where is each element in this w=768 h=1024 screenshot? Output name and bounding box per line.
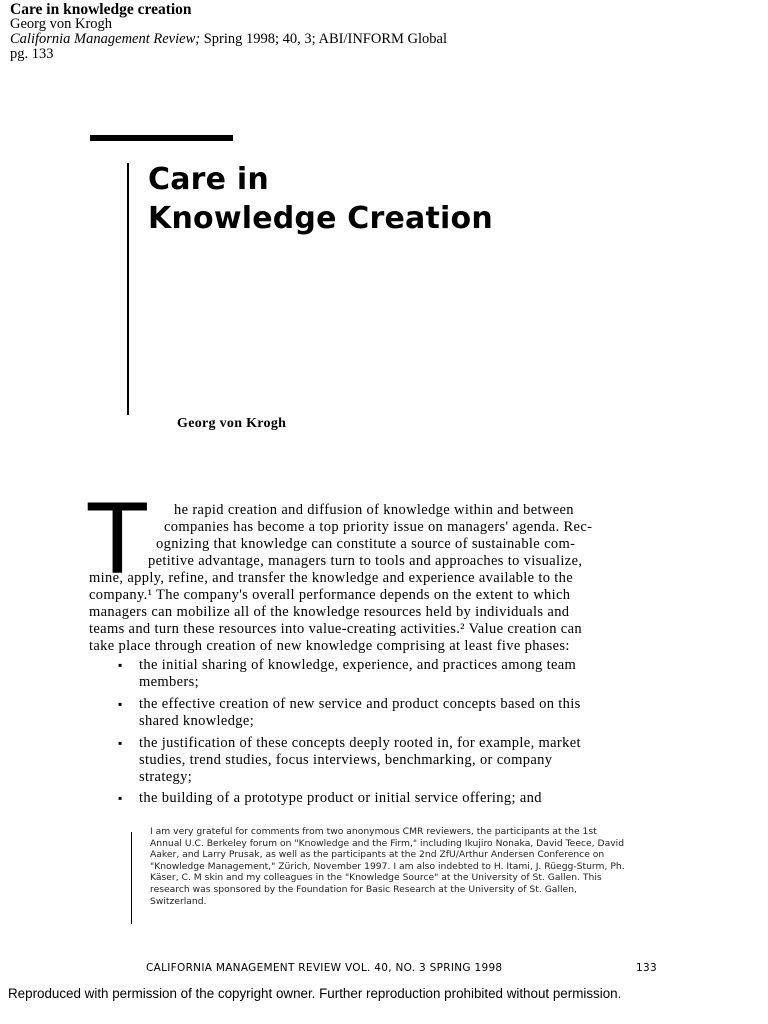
- list-item: shared knowledge;: [139, 713, 255, 729]
- bullet-marker: ▪: [118, 697, 123, 711]
- header-citation-details: Spring 1998; 40, 3; ABI/INFORM Global: [200, 31, 447, 47]
- footnote-line: Aaker, and Larry Prusak, as well as the participants at the 2nd ZfU/Arthur Andersen Conference on: [150, 849, 605, 861]
- list-item: the justification of these concepts deeply rooted in, for example, market: [139, 735, 581, 751]
- footnote-line: research was sponsored by the Foundation for Basic Research at the University of St. Gallen,: [150, 883, 577, 895]
- document-header: [10, 2, 447, 62]
- body-line: petitive advantage, managers turn to tools and approaches to visualize,: [148, 553, 583, 569]
- body-line: company.¹ The company's overall performance depends on the extent to which: [89, 587, 571, 603]
- body-line: mine, apply, refine, and transfer the knowledge and experience available to the: [89, 570, 574, 586]
- list-item: the initial sharing of knowledge, experience, and practices among team: [139, 657, 577, 673]
- body-line: companies has become a top priority issue on managers' agenda. Rec-: [164, 519, 593, 535]
- bullet-marker: ▪: [118, 736, 123, 750]
- article-title: [148, 160, 493, 238]
- list-item: the effective creation of new service and product concepts based on this: [139, 696, 581, 712]
- list-item: studies, trend studies, focus interviews, benchmarking, or company: [139, 752, 553, 768]
- bullet-marker: ▪: [118, 658, 123, 672]
- article-title-line-2: Knowledge Creation: [148, 201, 493, 236]
- body-line: he rapid creation and diffusion of knowledge within and between: [174, 502, 574, 518]
- acknowledgment-footnote: [150, 826, 700, 907]
- page-number: 133: [636, 962, 657, 974]
- list-item: strategy;: [139, 769, 193, 785]
- body-line: teams and turn these resources into value-creating activities.² Value creation can: [89, 621, 582, 637]
- list-item: the building of a prototype product or initial service offering; and: [139, 790, 542, 806]
- title-vertical-rule: [127, 163, 129, 415]
- running-footer-journal: CALIFORNIA MANAGEMENT REVIEW VOL. 40, NO. 3 SPRING 1998: [146, 962, 503, 974]
- header-journal: California Management Review;: [10, 31, 201, 47]
- footnote-line: Käser, C. M skin and my colleagues in the "Knowledge Source" at the University of St. Gallen. This: [150, 872, 602, 884]
- list-item: members;: [139, 674, 199, 690]
- permission-notice: Reproduced with permission of the copyright owner. Further reproduction prohibited without permission.: [8, 986, 622, 1001]
- footnote-line: I am very grateful for comments from two anonymous CMR reviewers, the participants at the 1st: [150, 826, 597, 837]
- body-line: ognizing that knowledge can constitute a source of sustainable com-: [156, 536, 576, 552]
- title-top-rule: [90, 135, 233, 141]
- footnote-line: Annual U.C. Berkeley forum on "Knowledge and the Firm," including Ikujiro Nonaka, David Teece, David: [150, 837, 625, 849]
- article-title-line-1: Care in: [148, 162, 269, 197]
- header-page: pg. 133: [10, 46, 54, 62]
- article-author: Georg von Krogh: [177, 416, 287, 431]
- body-line: managers can mobilize all of the knowledge resources held by individuals and: [89, 604, 570, 620]
- body-line: take place through creation of new knowledge comprising at least five phases:: [89, 638, 570, 654]
- header-title: Care in knowledge creation: [10, 1, 192, 18]
- header-citation: [10, 32, 447, 47]
- bullet-marker: ▪: [118, 791, 123, 805]
- drop-cap: T: [88, 484, 147, 596]
- footnote-rule: [131, 832, 132, 924]
- header-author: Georg von Krogh: [10, 16, 113, 32]
- footnote-line: "Knowledge Management," Zürich, November 1997. I am also indebted to H. Itami, J. Rüegg-Sturm, Ph.: [150, 860, 625, 872]
- footnote-line: Switzerland.: [150, 895, 207, 907]
